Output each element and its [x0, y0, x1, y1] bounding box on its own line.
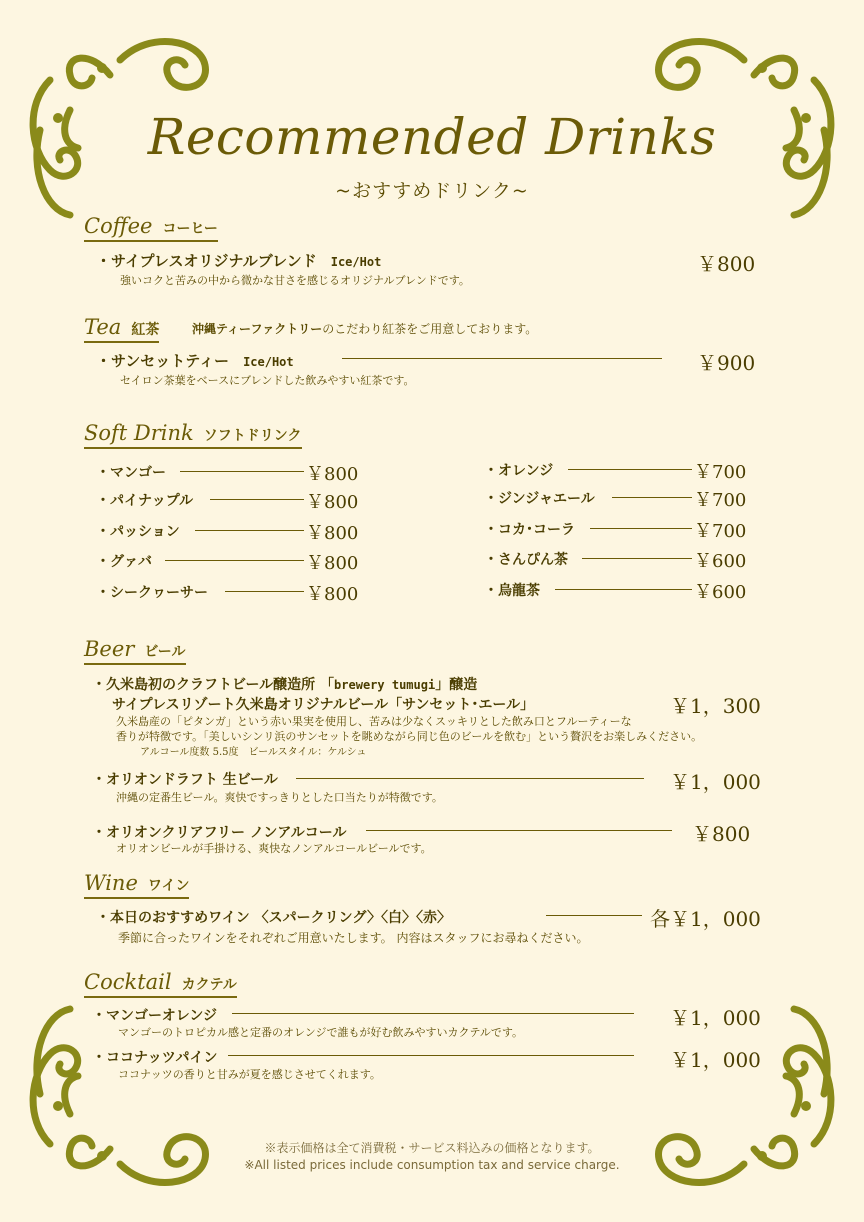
leader-line [546, 915, 642, 916]
soft-drink-name: ・シークヮーサー [96, 585, 208, 601]
section-title-jp: コーヒー [162, 221, 218, 237]
section-title-jp: ワイン [147, 878, 190, 894]
coffee-item-price: ￥800 [697, 252, 756, 276]
leader-line [165, 560, 304, 561]
soft-drink-price: ￥800 [306, 553, 359, 574]
soft-drink-price: ￥800 [306, 523, 359, 544]
soft-drink-price: ￥600 [694, 551, 747, 572]
beer-item2-price: ￥1，000 [670, 770, 761, 794]
cocktail-item-desc: マンゴーのトロピカル感と定番のオレンジで誰もが好む飲みやすいカクテルです。 [118, 1026, 524, 1039]
leader-line [612, 497, 692, 498]
section-cocktail-heading [84, 970, 237, 998]
soft-drink-price: ￥800 [306, 584, 359, 605]
soft-drink-price: ￥800 [306, 492, 359, 513]
section-title-en: Soft Drink [84, 421, 194, 445]
footer-note-jp: ※表示価格は全て消費税・サービス料込みの価格となります。 [264, 1141, 600, 1155]
section-title-en: Coffee [84, 214, 153, 238]
leader-line [228, 1055, 634, 1056]
soft-drink-name: ・グァバ [96, 554, 152, 570]
cocktail-item-name: ・マンゴーオレンジ [92, 1008, 218, 1024]
section-title-jp: ソフトドリンク [203, 428, 302, 444]
soft-drink-name: ・ジンジャエール [484, 491, 595, 507]
leader-line [590, 528, 692, 529]
soft-drink-name: ・オレンジ [484, 463, 554, 479]
wine-item-desc: 季節に合ったワインをそれぞれご用意いたします。 内容はスタッフにお尋ねください。 [118, 931, 589, 945]
beer-item1-desc: 久米島産の「ピタンガ」という赤い果実を使用し、苦みは少なくスッキリとした飲み口とフルーティーな [116, 715, 632, 728]
section-beer-heading [84, 637, 186, 665]
beer-item1-line2: サイプレスリゾート久米島オリジナルビール「サンセット･エール」 [112, 697, 535, 713]
cocktail-item-price: ￥1，000 [670, 1048, 761, 1072]
section-wine-heading [84, 871, 189, 899]
beer-item1-price: ￥1，300 [670, 694, 761, 718]
soft-drink-name: ・コカ･コーラ [484, 522, 575, 538]
soft-drink-name: ・パッション [96, 524, 180, 540]
tea-note: 沖縄ティーファクトリーのこだわり紅茶をご用意しております。 [192, 322, 538, 336]
tea-item-price: ￥900 [697, 351, 756, 375]
leader-line [555, 589, 692, 590]
section-title-en: Cocktail [84, 970, 172, 994]
leader-line [296, 778, 644, 779]
footer-note-en: ※All listed prices include consumption tax and service charge. [244, 1158, 620, 1172]
ornament-bottom-right-icon [654, 1004, 854, 1204]
coffee-item-name: ・サイプレスオリジナルブレンド Ice/Hot [96, 252, 382, 270]
leader-line [568, 469, 692, 470]
soft-drink-price: ￥700 [694, 462, 747, 483]
wine-item-name: ・本日のおすすめワイン 〈スパークリング〉〈白〉〈赤〉 [96, 910, 452, 926]
soft-drink-price: ￥600 [694, 582, 747, 603]
beer-item3-name: ・オリオンクリアフリー ノンアルコール [92, 825, 347, 841]
wine-item-price: 各￥1，000 [650, 907, 761, 931]
page-subtitle: ~おすすめドリンク~ [335, 180, 529, 202]
section-title-jp: 紅茶 [131, 322, 160, 338]
cocktail-item-price: ￥1，000 [670, 1006, 761, 1030]
leader-line [180, 471, 304, 472]
leader-line [195, 530, 304, 531]
beer-item2-name: ・オリオンドラフト 生ビール [92, 772, 278, 788]
tea-item-tag: Ice/Hot [243, 355, 294, 369]
soft-drink-name: ・パイナップル [96, 493, 194, 509]
beer-item3-desc: オリオンビールが手掛ける、爽快なノンアルコールビールです。 [116, 842, 432, 855]
section-title-jp: ビール [144, 644, 186, 660]
beer-item1-spec: アルコール度数 5.5度 ビールスタイル：ケルシュ [140, 747, 367, 758]
section-title-jp: カクテル [181, 977, 237, 993]
beer-item1-desc: 香りが特徴です。「美しいシンリ浜のサンセットを眺めながら同じ色のビールを飲む」という贅沢をお楽しみください。 [116, 730, 703, 743]
beer-item1-line1: ・久米島初のクラフトビール醸造所 「brewery tumugi」醸造 [92, 677, 478, 693]
soft-drink-price: ￥700 [694, 490, 747, 511]
section-soft-drink-heading [84, 421, 302, 449]
soft-drink-price: ￥800 [306, 464, 359, 485]
cocktail-item-desc: ココナッツの香りと甘みが夏を感じさせてくれます。 [118, 1068, 381, 1081]
beer-item3-price: ￥800 [692, 822, 751, 846]
coffee-item-desc: 強いコクと苦みの中から微かな甘さを感じるオリジナルブレンドです。 [120, 274, 470, 287]
soft-drink-name: ・烏龍茶 [484, 583, 540, 599]
page-title: Recommended Drinks [147, 108, 717, 166]
section-coffee-heading [84, 214, 218, 242]
leader-line [582, 558, 692, 559]
leader-line [225, 591, 304, 592]
section-title-en: Beer [84, 637, 135, 661]
soft-drink-name: ・マンゴー [96, 465, 166, 481]
section-title-en: Wine [84, 871, 138, 895]
coffee-item-tag: Ice/Hot [330, 255, 382, 269]
cocktail-item-name: ・ココナッツパイン [92, 1050, 218, 1066]
soft-drink-name: ・さんぴん茶 [484, 552, 568, 568]
tea-item-name: ・サンセットティー Ice/Hot [96, 352, 294, 370]
section-tea-heading [84, 315, 159, 343]
section-title-en: Tea [84, 315, 122, 339]
leader-line [342, 358, 662, 359]
leader-line [366, 830, 672, 831]
soft-drink-price: ￥700 [694, 521, 747, 542]
leader-line [210, 499, 304, 500]
beer-item2-desc: 沖縄の定番生ビール。爽快ですっきりとした口当たりが特徴です。 [116, 791, 443, 804]
tea-item-desc: セイロン茶葉をベースにブレンドした飲みやすい紅茶です。 [120, 374, 415, 387]
leader-line [232, 1013, 634, 1014]
